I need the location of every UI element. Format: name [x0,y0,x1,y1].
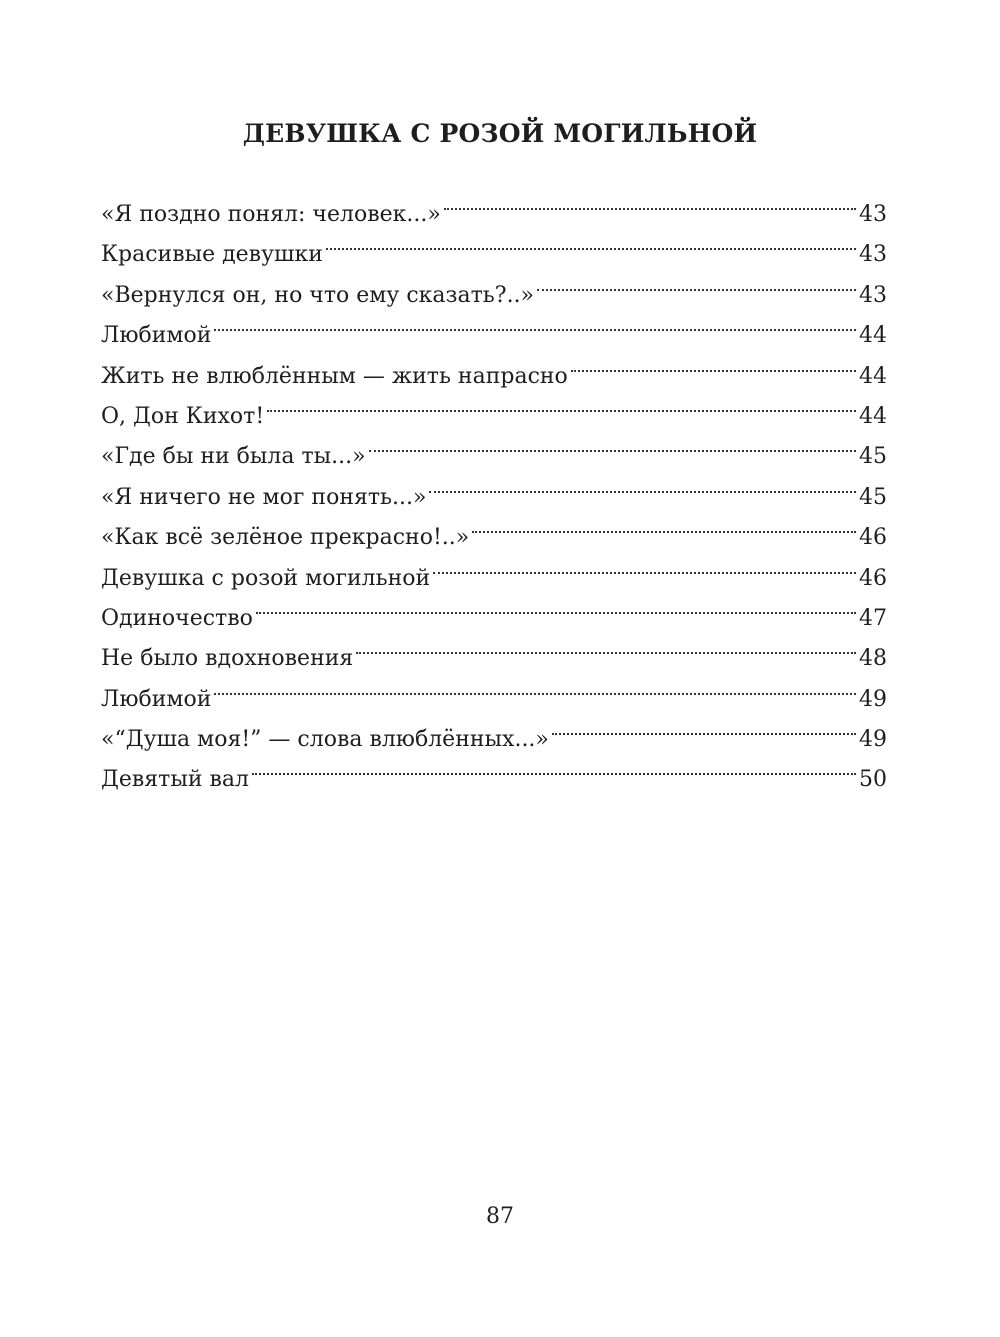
toc-entry-page: 44 [859,323,887,349]
toc-entry-title: «“Душа моя!” — слова влюблённых...» [101,727,549,753]
toc-entry-title: Девятый вал [101,767,249,793]
toc-entry [101,343,887,389]
toc-entry-title: Одиночество [101,605,253,631]
page-number: 87 [486,1204,514,1229]
toc-entry-title: «Я поздно понял: человек...» [101,202,441,227]
dot-leader [214,302,856,342]
toc-entry-title: Девушка с розой могильной [101,565,431,591]
toc-entry-title: Красивые девушки [101,242,323,268]
dot-leader [356,625,856,665]
dot-leader [444,181,856,221]
dot-leader [256,585,856,625]
toc-entry-title: Любимой [101,323,212,349]
dot-leader [429,464,856,504]
toc-entry [101,706,887,753]
dot-leader [252,746,856,786]
dot-leader [537,262,856,302]
dot-leader [433,545,856,585]
toc-entry-page: 49 [859,686,887,712]
dot-leader [571,343,856,383]
toc-entry-page: 49 [859,727,887,753]
toc-entry-page: 46 [859,525,887,551]
toc-entry-title: Любимой [101,686,212,712]
toc-entry [101,666,887,712]
toc-entry-page: 44 [859,403,887,429]
toc-entry-page: 43 [859,282,887,308]
toc-entry-page: 43 [859,242,887,268]
toc-entry-title: «Где бы ни была ты...» [101,444,366,470]
dot-leader [267,383,856,423]
dot-leader [326,221,856,261]
toc-entry-title: «Вернулся он, но что ему сказать?..» [101,282,535,308]
toc-entry-page: 46 [859,565,887,591]
toc-entry-page: 47 [859,605,887,631]
dot-leader [552,706,856,746]
toc-entry-title: «Как всё зелёное прекрасно!..» [101,525,470,551]
toc-entry-page: 50 [859,767,887,793]
section-title: ДЕВУШКА С РОЗОЙ МОГИЛЬНОЙ [242,119,758,148]
dot-leader [214,666,856,706]
toc-entry-title: Жить не влюблённым — жить напрасно [101,363,568,389]
dot-leader [472,504,856,544]
toc-entry-page: 48 [859,646,887,672]
toc-entry-page: 44 [859,363,887,389]
toc-entry-page: 45 [859,484,887,510]
toc-entry-page: 45 [859,444,887,470]
toc-entry-title: Не было вдохновения [101,646,354,672]
dot-leader [369,423,856,463]
toc-entry [101,181,887,227]
toc-entry-title: «Я ничего не мог понять...» [101,484,427,510]
table-of-contents [101,181,887,793]
toc-entry-page: 43 [859,202,887,227]
toc-entry [101,302,887,349]
toc-entry-title: О, Дон Кихот! [101,403,265,429]
